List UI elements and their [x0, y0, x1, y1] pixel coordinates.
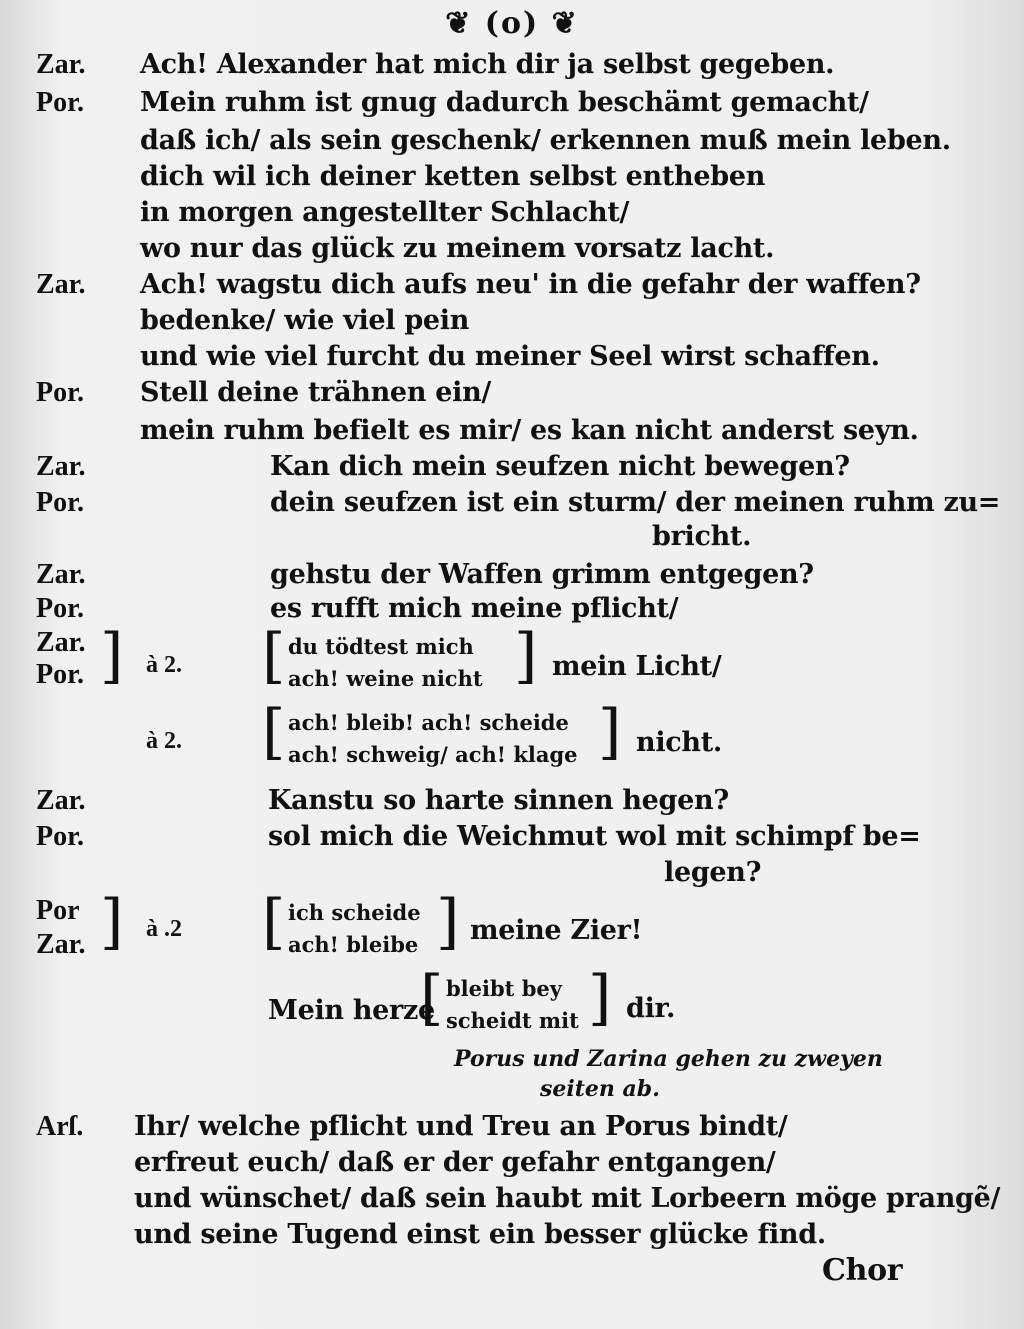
bracket: [: [420, 963, 444, 1033]
dialogue-line: [0, 302, 1024, 340]
speaker: Zar.: [36, 451, 86, 482]
line-text: es rufft mich meine pflicht/: [270, 593, 679, 624]
speaker: Zar.: [36, 269, 86, 300]
dialogue-line: [0, 484, 1024, 522]
line-text: erfreut euch/ daß er der gefahr entgangen/: [134, 1147, 776, 1178]
speaker: Zar.: [36, 49, 86, 80]
speaker: Por.: [36, 821, 84, 852]
line-text: dich wil ich deiner ketten selbst entheben: [140, 161, 766, 192]
duet-tail: nicht.: [636, 727, 723, 758]
duet-tail: dir.: [626, 993, 676, 1024]
dialogue-line: [0, 556, 1024, 594]
line-text: bricht.: [652, 521, 752, 552]
line-text: mein ruhm befielt es mir/ es kan nicht anderst seyn.: [140, 415, 919, 446]
dialogue-line: [0, 46, 1024, 84]
a-due-marker: à 2.: [146, 652, 182, 678]
page-header: ❦ (o) ❦: [445, 6, 579, 41]
duet-line: ach! bleibe: [288, 932, 419, 957]
a-due-marker: à 2.: [146, 728, 182, 754]
duet-tail: mein Licht/: [552, 651, 722, 682]
dialogue-line: [0, 818, 1024, 856]
dialogue-line: [0, 84, 1024, 122]
duet-line: bleibt bey: [446, 976, 562, 1001]
speaker: Arſ.: [36, 1111, 84, 1142]
dialogue-line: [0, 266, 1024, 304]
line-text: Ach! wagstu dich aufs neu' in die gefahr der waffen?: [140, 269, 921, 300]
duet-tail: meine Zier!: [470, 915, 643, 946]
bracket: ]: [436, 887, 460, 957]
duet-line: ich scheide: [288, 900, 421, 925]
speaker: Zar.: [36, 929, 86, 960]
speaker: Zar.: [36, 627, 86, 658]
line-text: bedenke/ wie viel pein: [140, 305, 470, 336]
speaker: Por.: [36, 87, 84, 118]
line-text: gehstu der Waffen grimm entgegen?: [270, 559, 814, 590]
page-number: (o): [484, 6, 540, 41]
speaker: Por: [36, 895, 80, 926]
line-text: wo nur das glück zu meinem vorsatz lacht.: [140, 233, 775, 264]
line-text: und wünschet/ daß sein haubt mit Lorbeern möge prangẽ/: [134, 1183, 1001, 1214]
bracket: ]: [598, 697, 622, 767]
bracket: ]: [514, 621, 538, 691]
speaker: Por.: [36, 377, 84, 408]
speaker: Zar.: [36, 559, 86, 590]
dialogue-line: [0, 782, 1024, 820]
a-due-marker: à .2: [146, 916, 182, 942]
dialogue-line: [0, 590, 1024, 628]
speaker: Por.: [36, 659, 84, 690]
bracket: ]: [100, 621, 124, 691]
bracket: [: [262, 697, 286, 767]
stage-direction: Porus und Zarina gehen zu zweyen: [454, 1046, 883, 1072]
duet-lead: Mein herze: [268, 995, 435, 1026]
line-text: Stell deine trähnen ein/: [140, 377, 491, 408]
dialogue-line: [0, 374, 1024, 412]
stage-direction: seiten ab.: [540, 1076, 660, 1102]
dialogue-line: [0, 854, 1024, 892]
line-text: dein seufzen ist ein sturm/ der meinen ruhm zu=: [270, 487, 1001, 518]
duet-line: du tödtest mich: [288, 634, 474, 659]
dialogue-line: [0, 122, 1024, 160]
line-text: legen?: [664, 857, 762, 888]
line-text: in morgen angestellter Schlacht/: [140, 197, 630, 228]
bracket: ]: [588, 963, 612, 1033]
speaker: Zar.: [36, 785, 86, 816]
duet-line: ach! schweig/ ach! klage: [288, 742, 578, 767]
speaker: Por.: [36, 593, 84, 624]
bracket: [: [262, 621, 286, 691]
line-text: Mein ruhm ist gnug dadurch beschämt gemacht/: [140, 87, 869, 118]
line-text: Ach! Alexander hat mich dir ja selbst gegeben.: [140, 49, 835, 80]
bracket: [: [262, 887, 286, 957]
speaker: Por.: [36, 487, 84, 518]
dialogue-line: [0, 518, 1024, 556]
line-text: Kanstu so harte sinnen hegen?: [268, 785, 729, 816]
catchword: Chor: [822, 1253, 903, 1288]
dialogue-line: [0, 338, 1024, 376]
duet-line: ach! weine nicht: [288, 666, 483, 691]
dialogue-line: [0, 194, 1024, 232]
duet-line: ach! bleib! ach! scheide: [288, 710, 569, 735]
line-text: Kan dich mein seufzen nicht bewegen?: [270, 451, 850, 482]
line-text: sol mich die Weichmut wol mit schimpf be=: [268, 821, 921, 852]
dialogue-line: [0, 448, 1024, 486]
dialogue-line: [0, 230, 1024, 268]
line-text: Ihr/ welche pflicht und Treu an Porus bindt/: [134, 1111, 788, 1142]
dialogue-line: [0, 412, 1024, 450]
dialogue-line: [0, 158, 1024, 196]
line-text: und wie viel furcht du meiner Seel wirst schaffen.: [140, 341, 880, 372]
duet-line: scheidt mit: [446, 1008, 579, 1033]
line-text: und seine Tugend einst ein besser glücke find.: [134, 1219, 826, 1250]
line-text: daß ich/ als sein geschenk/ erkennen muß mein leben.: [140, 125, 951, 156]
bracket: ]: [100, 887, 124, 957]
